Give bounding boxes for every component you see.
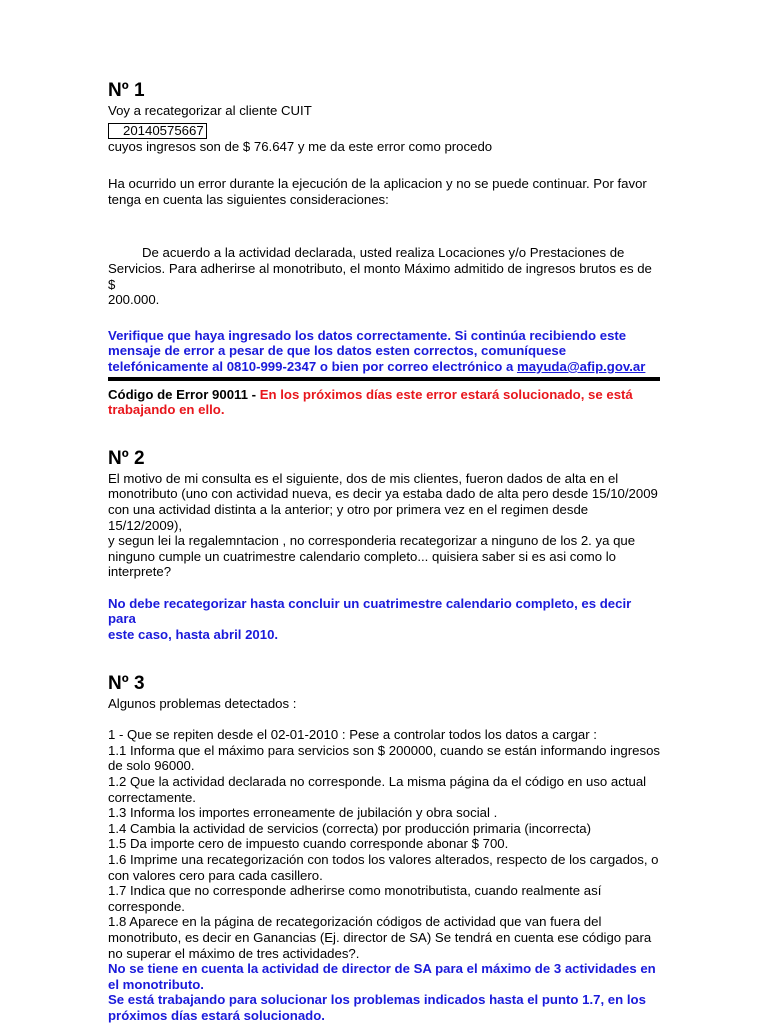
s3-answer-line: próximos días estará solucionado.: [108, 1007, 325, 1023]
section-2-heading: Nº 2: [108, 447, 145, 469]
s3-line: 1.6 Imprime una recategorización con todos los valores alterados, respecto de los cargados, o: [108, 852, 659, 867]
s3-line: 1.8 Aparece en la página de recategorización códigos de actividad que van fuera del: [108, 914, 602, 930]
detail-line-2: Servicios. Para adherirse al monotributo, el monto Máximo admitido de ingresos brutos es de $: [108, 260, 652, 292]
s3-line: 1.4 Cambia la actividad de servicios (correcta) por producción primaria (incorrecta): [108, 820, 591, 836]
s2-line: con una actividad distinta a la anterior; y otro por primera vez en el regimen desde 15/12/2009),: [108, 501, 589, 533]
document-content: [108, 80, 660, 1024]
cuit-box: 20140575667: [108, 123, 207, 139]
s3-line: 1.7 Indica que no corresponde adherirse como monotributista, cuando realmente así: [108, 883, 602, 899]
s1-question-line-2: cuyos ingresos son de $ 76.647 y me da este error como procedo: [108, 138, 493, 154]
s2-answer-line-2: este caso, hasta abril 2010.: [108, 627, 279, 643]
error-code-message-2: trabajando en ello.: [108, 402, 225, 418]
s3-line: 1.2 Que la actividad declarada no corresponde. La misma página da el código en uso actual: [108, 774, 647, 790]
verify-line-3: [108, 359, 660, 375]
s2-line: interprete?: [108, 564, 172, 580]
error-line-1: Ha ocurrido un error durante la ejecución de la aplicacion y no se puede continuar. Por favor: [108, 176, 647, 192]
s3-line: 1.3 Informa los importes erroneamente de jubilación y obra social .: [108, 805, 498, 821]
s3-line: corresponde.: [108, 898, 185, 914]
error-code-label: Código de Error 90011 -: [108, 386, 260, 402]
horizontal-rule: [108, 377, 660, 381]
s3-line: monotributo, es decir en Ganancias (Ej. director de SA) Se tendrá en cuenta ese código para: [108, 929, 652, 945]
verify-line-3-text: telefónicamente al 0810-999-2347 o bien por correo electrónico a: [108, 358, 517, 374]
s2-line: ninguno cumple un cuatrimestre calendario completo... quisiera saber si es asi como lo: [108, 548, 616, 564]
error-code-line: [108, 387, 660, 403]
detail-line-3: 200.000.: [108, 292, 160, 308]
s2-line: y segun lei la regalemntacion , no corresponderia recategorizar a ninguno de los 2. ya que: [108, 533, 636, 549]
support-email-link[interactable]: mayuda@afip.gov.ar: [516, 358, 646, 374]
s3-answer-line: Se está trabajando para solucionar los problemas indicados hasta el punto 1.7, en los: [108, 992, 646, 1008]
s3-answer-line: No se tiene en cuenta la actividad de director de SA para el máximo de 3 actividades en: [108, 961, 656, 977]
error-code-message-1: En los próximos días este error estará solucionado, se está: [259, 386, 633, 402]
verify-line-2: mensaje de error a pesar de que los datos esten correctos, comuníquese: [108, 343, 567, 359]
s3-line: 1.1 Informa que el máximo para servicios son $ 200000, cuando se están informando ingresos: [108, 742, 660, 758]
s3-line: de solo 96000.: [108, 758, 195, 774]
section-1-heading: Nº 1: [108, 80, 145, 101]
s3-line: con valores cero para cada casillero.: [108, 867, 323, 883]
error-line-2: tenga en cuenta las siguientes consideraciones:: [108, 191, 389, 207]
s3-line: 1.5 Da importe cero de impuesto cuando corresponde abonar $ 700.: [108, 836, 509, 852]
s3-intro: Algunos problemas detectados :: [108, 695, 297, 711]
s3-line: no superar el máximo de tres actividades?.: [108, 945, 360, 961]
s1-question-line: Voy a recategorizar al cliente CUIT: [108, 103, 312, 118]
verify-line-1: Verifique que haya ingresado los datos correctamente. Si continúa recibiendo este: [108, 327, 627, 343]
s2-line: monotributo (uno con actividad nueva, es decir ya estaba dado de alta pero desde 15/10/2009: [108, 486, 658, 502]
s2-answer-line-1: No debe recategorizar hasta concluir un cuatrimestre calendario completo, es decir para: [108, 595, 632, 627]
s3-line: correctamente.: [108, 789, 196, 805]
s3-line: 1 - Que se repiten desde el 02-01-2010 : Pese a controlar todos los datos a cargar :: [108, 727, 597, 743]
s3-answer-line: el monotributo.: [108, 976, 204, 992]
section-3-heading: Nº 3: [108, 672, 145, 694]
s2-line: El motivo de mi consulta es el siguiente, dos de mis clientes, fueron dados de alta en el: [108, 470, 619, 486]
detail-line-1: De acuerdo a la actividad declarada, usted realiza Locaciones y/o Prestaciones de: [142, 245, 625, 261]
